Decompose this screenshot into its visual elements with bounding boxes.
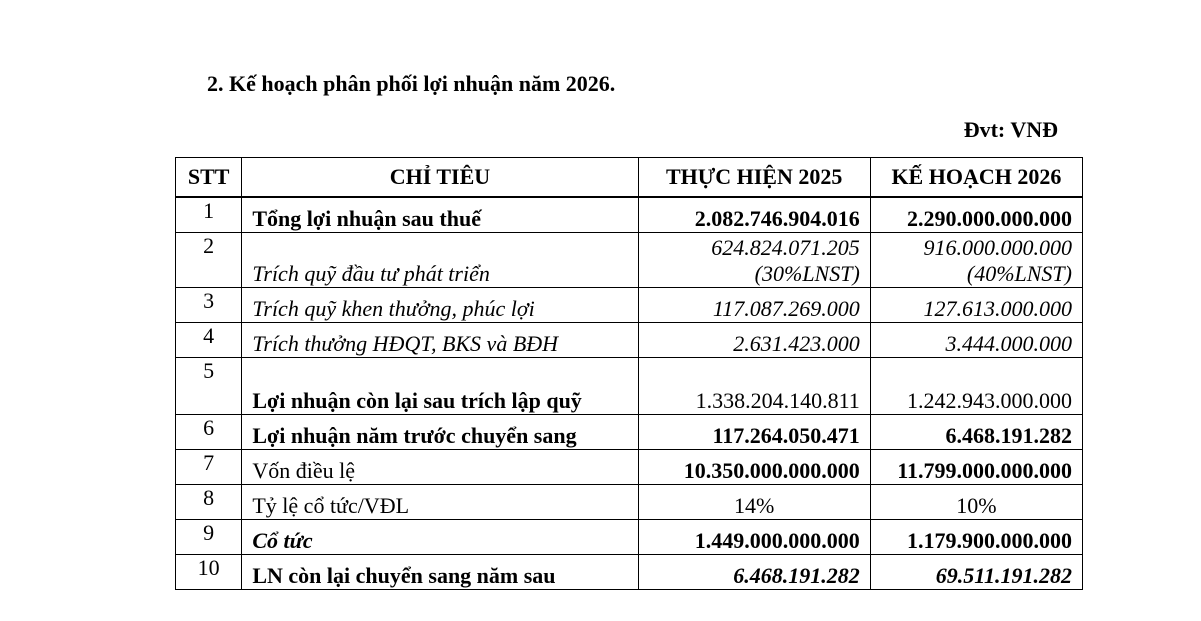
row-plan-2026: 127.613.000.000 (870, 288, 1082, 323)
row-actual-2025: 117.264.050.471 (638, 415, 870, 450)
row-plan-2026: 3.444.000.000 (870, 323, 1082, 358)
row-plan-2026: 69.511.191.282 (870, 555, 1082, 590)
row-indicator: Trích quỹ khen thưởng, phúc lợi (242, 288, 638, 323)
row-indicator: LN còn lại chuyển sang năm sau (242, 555, 638, 590)
table-row (176, 450, 1083, 485)
row-stt: 6 (176, 415, 242, 450)
row-stt: 3 (176, 288, 242, 323)
header-stt: STT (176, 158, 242, 198)
row-actual-2025: 2.082.746.904.016 (638, 197, 870, 233)
row-indicator: Trích thưởng HĐQT, BKS và BĐH (242, 323, 638, 358)
row-actual-2025: 10.350.000.000.000 (638, 450, 870, 485)
profit-distribution-table (175, 157, 1083, 590)
row-plan-2026: 1.242.943.000.000 (870, 358, 1082, 415)
row-stt: 8 (176, 485, 242, 520)
table-row (176, 233, 1083, 288)
row-plan-2026-note: (40%LNST) (966, 261, 1072, 286)
row-indicator: Cổ tức (242, 520, 638, 555)
table-row (176, 555, 1083, 590)
row-actual-2025: 624.824.071.205 (711, 235, 860, 260)
row-actual-2025-note: (30%LNST) (754, 261, 860, 286)
table-row (176, 358, 1083, 415)
table-header-row (176, 158, 1083, 198)
row-stt: 4 (176, 323, 242, 358)
table-row (176, 197, 1083, 233)
section-heading: 2. Kế hoạch phân phối lợi nhuận năm 2026. (207, 71, 616, 96)
row-stt: 7 (176, 450, 242, 485)
row-actual-2025-cell (638, 233, 870, 288)
header-plan-2026: KẾ HOẠCH 2026 (870, 158, 1082, 198)
currency-unit-label: Đvt: VNĐ (963, 117, 1058, 142)
row-actual-2025: 14% (638, 485, 870, 520)
row-stt: 5 (176, 358, 242, 415)
row-indicator: Lợi nhuận còn lại sau trích lập quỹ (242, 358, 638, 415)
table-row (176, 415, 1083, 450)
table-row (176, 323, 1083, 358)
header-indicator: CHỈ TIÊU (242, 158, 638, 198)
row-plan-2026: 2.290.000.000.000 (870, 197, 1082, 233)
row-plan-2026: 10% (870, 485, 1082, 520)
row-actual-2025: 1.338.204.140.811 (638, 358, 870, 415)
row-plan-2026: 6.468.191.282 (870, 415, 1082, 450)
table-row (176, 520, 1083, 555)
row-plan-2026: 1.179.900.000.000 (870, 520, 1082, 555)
row-plan-2026: 916.000.000.000 (923, 235, 1072, 260)
row-stt: 2 (176, 233, 242, 288)
row-stt: 10 (176, 555, 242, 590)
row-indicator: Lợi nhuận năm trước chuyển sang (242, 415, 638, 450)
table-row (176, 288, 1083, 323)
row-actual-2025: 6.468.191.282 (638, 555, 870, 590)
row-actual-2025: 1.449.000.000.000 (638, 520, 870, 555)
row-indicator: Trích quỹ đầu tư phát triển (242, 233, 638, 288)
row-plan-2026-cell (870, 233, 1082, 288)
row-indicator: Tổng lợi nhuận sau thuế (242, 197, 638, 233)
header-actual-2025: THỰC HIỆN 2025 (638, 158, 870, 198)
row-actual-2025: 2.631.423.000 (638, 323, 870, 358)
row-stt: 9 (176, 520, 242, 555)
row-indicator: Tỷ lệ cổ tức/VĐL (242, 485, 638, 520)
row-indicator: Vốn điều lệ (242, 450, 638, 485)
row-plan-2026: 11.799.000.000.000 (870, 450, 1082, 485)
table-row (176, 485, 1083, 520)
row-stt: 1 (176, 197, 242, 233)
row-actual-2025: 117.087.269.000 (638, 288, 870, 323)
